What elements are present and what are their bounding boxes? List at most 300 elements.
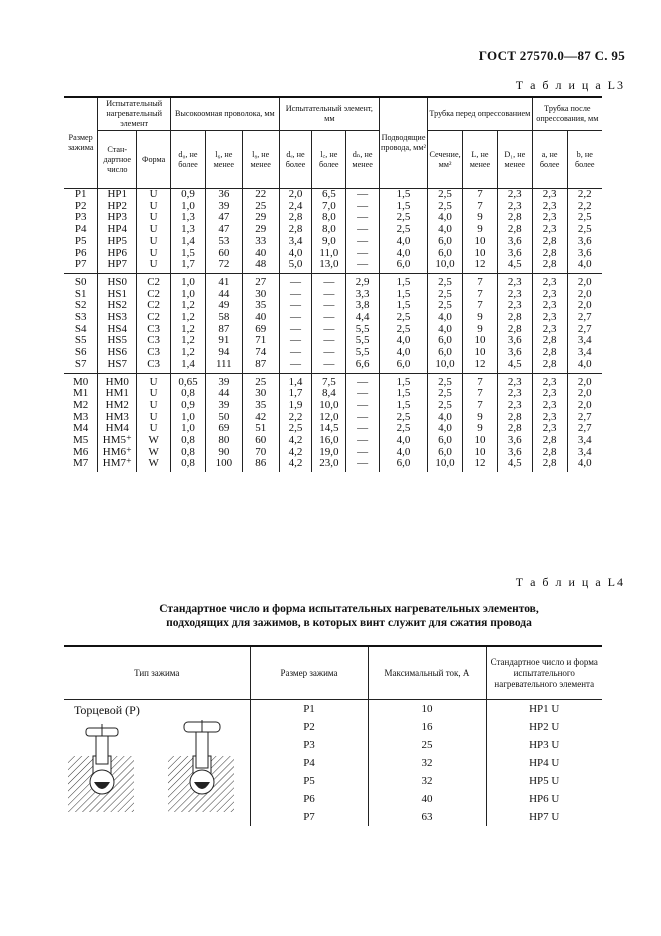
table-cell: 2,0: [279, 189, 312, 201]
table-cell: —: [312, 335, 346, 347]
table-cell: 49: [205, 300, 242, 312]
table-cell: 3,6: [497, 248, 532, 260]
table-cell: M4: [64, 423, 98, 435]
table-row: [64, 312, 602, 324]
table-cell: 4,2: [279, 458, 312, 472]
table-row: [64, 359, 602, 373]
table-cell: 40: [242, 248, 279, 260]
table-cell: M0: [64, 373, 98, 388]
table-cell: P5: [64, 236, 98, 248]
header-d0: d₀, не более: [171, 131, 206, 189]
table-cell: 2,5: [380, 412, 428, 424]
table-l3-group-p: [64, 189, 602, 274]
table-cell: 42: [242, 412, 279, 424]
table-cell: 2,5: [428, 400, 463, 412]
table-cell: 4,0: [380, 335, 428, 347]
table-cell: 7: [463, 400, 498, 412]
table-cell: 1,4: [279, 373, 312, 388]
table-cell: 2,3: [532, 224, 567, 236]
table-cell: 1,7: [171, 259, 206, 273]
table-cell: —: [279, 273, 312, 288]
table-cell: S5: [64, 335, 98, 347]
table-cell: 7: [463, 289, 498, 301]
table-cell: —: [346, 447, 380, 459]
table-cell: HP7: [98, 259, 137, 273]
table-cell: 2,3: [497, 400, 532, 412]
table-cell: 7: [463, 201, 498, 213]
table-cell: 1,3: [171, 224, 206, 236]
table-l3-caption: Т а б л и ц а L3: [515, 78, 625, 92]
table-cell: 2,3: [532, 289, 567, 301]
table-cell: 2,5: [577, 211, 592, 224]
table-cell: U: [137, 423, 171, 435]
table-cell: 1,0: [171, 289, 206, 301]
table-cell: 4,0: [428, 212, 463, 224]
table-cell: 4,0: [577, 457, 592, 470]
header-wire-section: Подводящие провода, мм²: [380, 97, 428, 189]
table-cell: 19,0: [312, 447, 346, 459]
table-cell: W: [137, 458, 171, 472]
table-cell: 1,5: [380, 189, 428, 201]
table-cell: 100: [205, 458, 242, 472]
table-cell: HS0: [98, 273, 137, 288]
table-cell: 40: [242, 312, 279, 324]
table-cell: HP3 U: [529, 739, 560, 751]
table-cell: 4,0: [380, 435, 428, 447]
table-cell: 0,9: [171, 400, 206, 412]
table-cell: 6,0: [380, 458, 428, 472]
table-cell: 6,0: [380, 259, 428, 273]
table-cell: 33: [242, 236, 279, 248]
table-cell: 3,4: [577, 334, 592, 347]
table-cell: 2,5: [428, 189, 463, 201]
table-l3-group-s: [64, 273, 602, 373]
table-l3: [64, 96, 602, 472]
header-a: a, не более: [532, 131, 567, 189]
table-l4-caption: Т а б л и ц а L4: [515, 575, 625, 589]
table-cell: 10,0: [312, 400, 346, 412]
table-cell: HP2 U: [529, 721, 560, 733]
table-cell: 60: [242, 435, 279, 447]
table-cell: 29: [242, 224, 279, 236]
table-cell: S0: [64, 273, 98, 288]
table-cell: 39: [205, 400, 242, 412]
table-cell: 2,8: [532, 236, 567, 248]
header-lc: l꜀, не более: [312, 131, 346, 189]
table-cell: 2,2: [577, 199, 592, 212]
table-cell: —: [312, 289, 346, 301]
header-test-elem-mm: Испытательный элемент, мм: [279, 97, 379, 131]
table-cell: 2,3: [497, 289, 532, 301]
table-cell: —: [346, 423, 380, 435]
table-l4-title-line2: подходящих для зажимов, в которых винт служит для сжатия провода: [166, 617, 532, 629]
table-cell: 2,3: [532, 273, 567, 288]
table-cell: —: [346, 224, 380, 236]
table-cell: 12: [463, 359, 498, 373]
table-cell: 2,7: [577, 311, 592, 324]
table-cell: C3: [137, 335, 171, 347]
table-cell: 2,8: [497, 423, 532, 435]
table-cell: —: [346, 400, 380, 412]
table-cell: 4,0: [428, 312, 463, 324]
table-cell: 2,3: [497, 273, 532, 288]
table-cell: 4,0: [428, 412, 463, 424]
table-row: [64, 400, 602, 412]
table-cell: U: [137, 248, 171, 260]
table-cell: 94: [205, 347, 242, 359]
table-cell: 2,0: [567, 273, 602, 288]
table-cell: —: [312, 359, 346, 373]
table-cell: —: [312, 312, 346, 324]
table-cell: 2,5: [380, 312, 428, 324]
table-cell: 7: [463, 189, 498, 201]
table-cell: U: [137, 224, 171, 236]
table-cell: 2,8: [532, 347, 567, 359]
table-l4-body: [64, 700, 602, 827]
table-cell: —: [346, 458, 380, 472]
table-cell: 7: [463, 373, 498, 388]
table-cell: HP1 U: [529, 703, 560, 715]
table-cell: 2,5: [428, 273, 463, 288]
table-cell: 4,2: [279, 435, 312, 447]
table-cell: HS4: [98, 324, 137, 336]
table-cell: 1,2: [171, 324, 206, 336]
table-cell: 2,2: [279, 412, 312, 424]
table-cell: 6,6: [346, 359, 380, 373]
table-cell: U: [137, 373, 171, 388]
table-cell: —: [312, 324, 346, 336]
table-cell: W: [137, 435, 171, 447]
table-cell: 2,3: [497, 388, 532, 400]
table-cell: 2,7: [577, 422, 592, 435]
table-cell: 2,8: [497, 324, 532, 336]
table-row: [64, 373, 602, 388]
table-cell: 51: [242, 423, 279, 435]
table-cell: 35: [242, 400, 279, 412]
table-row: [64, 435, 602, 447]
table-cell: 41: [205, 273, 242, 288]
table-cell: U: [137, 412, 171, 424]
table-cell: 2,8: [532, 435, 567, 447]
table-cell: 1,5: [380, 400, 428, 412]
table-cell: M3: [64, 412, 98, 424]
table-cell: 2,3: [532, 201, 567, 213]
table-row: [64, 458, 602, 472]
table-cell: —: [346, 189, 380, 201]
table-cell: 10: [463, 447, 498, 459]
table-cell: C2: [137, 300, 171, 312]
table-cell: —: [312, 300, 346, 312]
table-cell: 2,5: [428, 388, 463, 400]
table-cell: 10,0: [428, 259, 463, 273]
table-cell: 0,9: [171, 189, 206, 201]
table-cell: 2,3: [532, 373, 567, 388]
table-cell: U: [137, 259, 171, 273]
table-cell: P6: [250, 790, 368, 808]
header-b: b, не более: [567, 131, 602, 189]
table-cell: —: [312, 273, 346, 288]
table-cell: 7,0: [312, 201, 346, 213]
header-size: Размер зажима: [64, 97, 98, 189]
table-cell: 6,0: [428, 335, 463, 347]
table-cell: 53: [205, 236, 242, 248]
table-cell: M1: [64, 388, 98, 400]
table-cell: 32: [368, 754, 486, 772]
table-cell: HS2: [98, 300, 137, 312]
table-cell: 12,0: [312, 412, 346, 424]
table-cell: 2,8: [279, 212, 312, 224]
table-cell: 6,0: [428, 435, 463, 447]
table-cell: S6: [64, 347, 98, 359]
table-cell: HM4: [98, 423, 137, 435]
table-cell: 2,3: [497, 300, 532, 312]
table-cell: 25: [242, 201, 279, 213]
table-cell: P3: [64, 212, 98, 224]
table-cell: P7: [64, 259, 98, 273]
table-cell: 2,5: [380, 212, 428, 224]
table-cell: 10: [463, 236, 498, 248]
table-cell: 4,0: [428, 423, 463, 435]
table-cell: —: [346, 201, 380, 213]
table-cell: 4,0: [380, 447, 428, 459]
table-cell: 2,3: [497, 189, 532, 201]
header-L: L, не менее: [463, 131, 498, 189]
table-cell: 16,0: [312, 435, 346, 447]
table-cell: —: [346, 212, 380, 224]
table-cell: 1,4: [171, 359, 206, 373]
table-cell: 2,8: [532, 248, 567, 260]
table-cell: 3,4: [577, 445, 592, 458]
table-cell: 0,65: [171, 373, 206, 388]
table-cell: 13,0: [312, 259, 346, 273]
table-cell: 1,5: [380, 373, 428, 388]
table-cell: 9: [463, 212, 498, 224]
table-cell: 2,3: [532, 400, 567, 412]
table-cell: C3: [137, 347, 171, 359]
l4-header-type: Тип зажима: [64, 646, 250, 700]
table-cell: 1,4: [171, 236, 206, 248]
header-l6: l₆, не менее: [205, 131, 242, 189]
table-cell: —: [346, 388, 380, 400]
table-cell: HP3: [98, 212, 137, 224]
table-cell: 30: [242, 289, 279, 301]
table-cell: 4,0: [428, 324, 463, 336]
table-cell: 2,5: [380, 423, 428, 435]
table-cell: 2,3: [497, 373, 532, 388]
table-cell: 3,6: [497, 236, 532, 248]
table-cell: P5: [250, 772, 368, 790]
header-dw: dₙ, не менее: [346, 131, 380, 189]
table-cell: 2,5: [428, 373, 463, 388]
table-cell: 9,0: [312, 236, 346, 248]
table-cell: 90: [205, 447, 242, 459]
table-cell: HS7: [98, 359, 137, 373]
table-cell: 91: [205, 335, 242, 347]
clamp-type-label: Торцевой (P): [74, 703, 140, 717]
table-cell: 7: [463, 273, 498, 288]
table-cell: HM7⁺: [98, 458, 137, 472]
table-cell: S7: [64, 359, 98, 373]
table-cell: 2,5: [279, 423, 312, 435]
table-cell: 6,0: [428, 347, 463, 359]
table-cell: 50: [205, 412, 242, 424]
table-cell: 2,8: [532, 447, 567, 459]
table-cell: S2: [64, 300, 98, 312]
table-cell: —: [346, 373, 380, 388]
table-cell: 0,8: [171, 458, 206, 472]
table-cell: 4,0: [577, 357, 592, 370]
table-cell: HP5 U: [529, 775, 560, 787]
table-cell: 10,0: [428, 458, 463, 472]
table-cell: 2,7: [577, 410, 592, 423]
table-cell: 1,5: [380, 289, 428, 301]
table-cell: 25: [242, 373, 279, 388]
table-cell: HS3: [98, 312, 137, 324]
table-cell: 1,0: [171, 273, 206, 288]
table-cell: 2,0: [577, 299, 592, 312]
table-cell: 1,9: [279, 400, 312, 412]
table-cell: 5,5: [346, 347, 380, 359]
table-cell: 2,5: [428, 300, 463, 312]
table-cell: 7: [463, 300, 498, 312]
table-cell: 6,0: [428, 236, 463, 248]
table-cell: 2,0: [577, 387, 592, 400]
table-cell: 80: [205, 435, 242, 447]
table-cell: 11,0: [312, 248, 346, 260]
table-cell: 40: [368, 790, 486, 808]
table-cell: 111: [205, 359, 242, 373]
table-cell: —: [346, 236, 380, 248]
table-cell: 3,4: [577, 434, 592, 447]
table-row: [64, 700, 602, 719]
table-cell: 1,0: [171, 423, 206, 435]
table-cell: 2,4: [279, 201, 312, 213]
table-cell: 48: [242, 259, 279, 273]
table-cell: HS5: [98, 335, 137, 347]
table-cell: 60: [205, 248, 242, 260]
table-cell: 10: [368, 700, 486, 719]
table-cell: 2,7: [577, 322, 592, 335]
table-cell: C2: [137, 273, 171, 288]
table-cell: 2,5: [428, 201, 463, 213]
table-cell: —: [312, 347, 346, 359]
table-cell: HM2: [98, 400, 137, 412]
table-cell: HP6: [98, 248, 137, 260]
l4-header-std: Стандартное число и форма испытательного нагревательного элемента: [486, 646, 602, 700]
table-cell: 4,0: [380, 236, 428, 248]
table-cell: —: [346, 259, 380, 273]
table-cell: HP1: [98, 189, 137, 201]
table-cell: 4,5: [497, 458, 532, 472]
table-cell: 2,8: [497, 312, 532, 324]
table-cell: 2,0: [567, 373, 602, 388]
table-cell: 2,3: [532, 388, 567, 400]
table-cell: 2,3: [532, 212, 567, 224]
table-cell: 2,8: [532, 458, 567, 472]
table-cell: S3: [64, 312, 98, 324]
table-cell: C2: [137, 312, 171, 324]
table-cell: P1: [250, 700, 368, 719]
table-cell: 9: [463, 423, 498, 435]
header-D1: D₁, не менее: [497, 131, 532, 189]
table-cell: U: [137, 388, 171, 400]
header-hr-wire: Высокоомная проволока, мм: [171, 97, 280, 131]
table-cell: —: [346, 435, 380, 447]
table-cell: 14,5: [312, 423, 346, 435]
table-cell: W: [137, 447, 171, 459]
table-cell: 4,0: [577, 258, 592, 271]
table-cell: 5,0: [279, 259, 312, 273]
table-cell: P7: [250, 808, 368, 826]
table-cell: HP6 U: [529, 793, 560, 805]
table-cell: 2,3: [497, 201, 532, 213]
table-cell: 27: [242, 273, 279, 288]
table-cell: 44: [205, 388, 242, 400]
header-tube-before: Трубка перед опрессованием: [428, 97, 533, 131]
table-cell: 2,8: [532, 335, 567, 347]
table-cell: 4,0: [279, 248, 312, 260]
l4-header-size: Размер зажима: [250, 646, 368, 700]
table-cell: HM6⁺: [98, 447, 137, 459]
table-cell: 2,5: [577, 223, 592, 236]
table-cell: 10: [463, 435, 498, 447]
table-cell: 2,5: [380, 224, 428, 236]
table-cell: U: [137, 189, 171, 201]
table-cell: 69: [205, 423, 242, 435]
table-cell: HP4: [98, 224, 137, 236]
table-cell: 2,3: [532, 412, 567, 424]
table-cell: 39: [205, 373, 242, 388]
table-cell: —: [279, 289, 312, 301]
table-cell: HM5⁺: [98, 435, 137, 447]
table-cell: 4,5: [497, 259, 532, 273]
table-cell: P4: [64, 224, 98, 236]
table-cell: P4: [250, 754, 368, 772]
table-cell: HM1: [98, 388, 137, 400]
header-form: Форма: [137, 131, 171, 189]
table-cell: 3,8: [346, 300, 380, 312]
table-cell: 1,2: [171, 312, 206, 324]
table-cell: U: [137, 236, 171, 248]
table-row: [64, 259, 602, 273]
table-cell: —: [279, 347, 312, 359]
table-cell: 2,5: [428, 289, 463, 301]
table-cell: 1,2: [171, 335, 206, 347]
table-cell: 10: [463, 347, 498, 359]
table-cell: 8,0: [312, 224, 346, 236]
table-cell: 3,6: [497, 335, 532, 347]
table-cell: 58: [205, 312, 242, 324]
table-cell: —: [279, 335, 312, 347]
table-cell: HS1: [98, 289, 137, 301]
table-cell: 2,3: [532, 312, 567, 324]
table-cell: HP7 U: [529, 811, 560, 823]
page-header: ГОСТ 27570.0—87 С. 95: [478, 48, 625, 63]
table-cell: 0,8: [171, 435, 206, 447]
table-cell: S1: [64, 289, 98, 301]
table-cell: 1,0: [171, 201, 206, 213]
header-l8: l₈, не менее: [242, 131, 279, 189]
table-cell: S4: [64, 324, 98, 336]
table-cell: 4,0: [380, 248, 428, 260]
table-cell: 86: [242, 458, 279, 472]
table-cell: —: [279, 312, 312, 324]
table-cell: HM0: [98, 373, 137, 388]
table-cell: 1,5: [380, 273, 428, 288]
table-cell: 4,5: [497, 359, 532, 373]
table-cell: —: [279, 324, 312, 336]
table-cell: 70: [242, 447, 279, 459]
